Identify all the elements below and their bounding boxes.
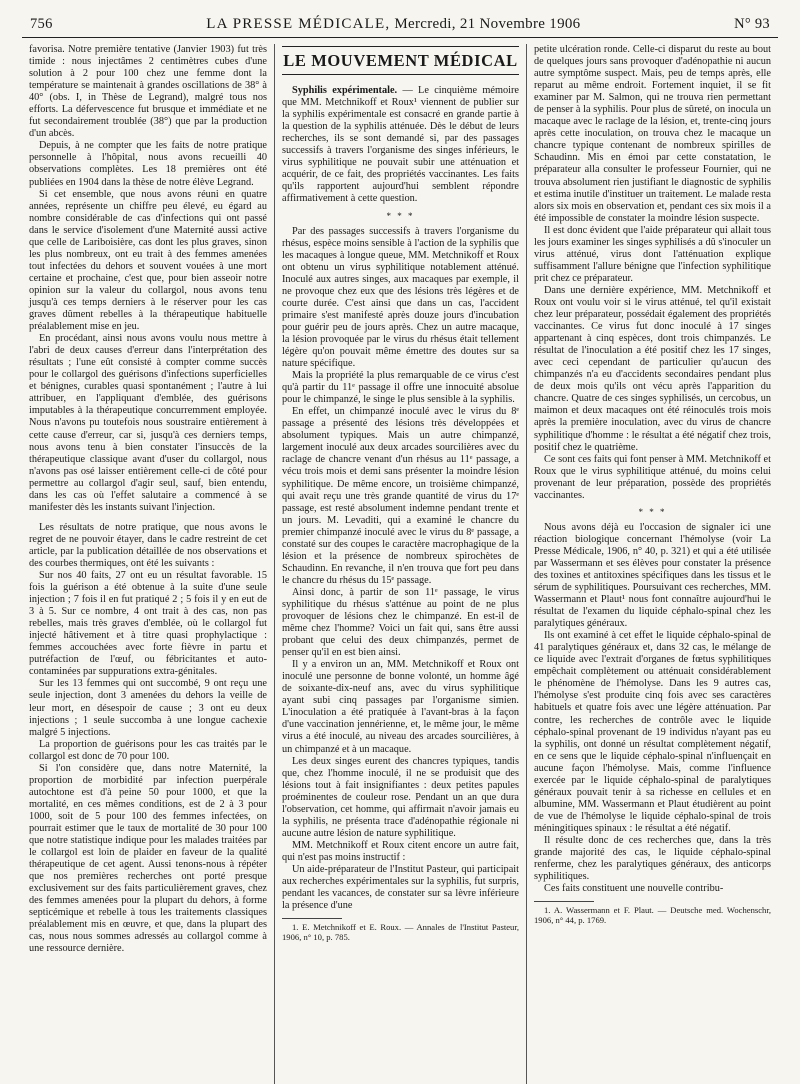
footnote-divider (534, 901, 594, 902)
paragraph: Il résulte donc de ces recherches que, dans la très grande majorité des cas, le liquide céphalo-spinal renferme, chez les paralytiques généraux, des anticorps syphilitiques. (534, 835, 771, 883)
page-header (22, 16, 778, 38)
paragraph: Si l'on considère que, dans notre Maternité, la proportion de morbidité par infection puerpérale autochtone est d'à peine 50 pour 1000, et que la mortalité, en ces mêmes conditions, est de 2 à 3 pour 1000, soit de 5 pour 100 des femmes infectées, on pourrait estimer que le taux de mortalité de 30 pour 100 que notre statistique indique pour les malades traitées par le collargol est loin de plaider en faveur de la qualité thérapeutique de cet agent. Aussi tenons-nous à répéter que nos premières recherches ont porté presque exclusivement sur des faits particulièrement graves, chez des femmes amenées pour la plupart du dehors, à forme septicémique et rebelle à tous les traitements classiques préalablement mis en œuvre, et que, dans la plupart des cas, nous nous sommes adressés au collargol comme à une ressource dernière. (29, 762, 267, 955)
paragraph: Ainsi donc, à partir de son 11ᵉ passage, le virus syphilitique du rhésus s'atténue au point de ne plus provoquer de lésions chez le chimpanzé. En est-il de même chez l'homme? Voici un fait qui, sans être aussi probant que celui des deux chimpanzés, permet de penser qu'il en est bien ainsi. (282, 586, 519, 659)
paragraph: La proportion de guérisons pour les cas traités par le collargol est donc de 70 pour 100. (29, 738, 267, 762)
paragraph: Sur les 13 femmes qui ont succombé, 9 ont reçu une seule injection, dont 3 amenées du dehors la veille de leur mort, en désespoir de cause ; 3 ont eu deux injections ; 1 seule succomba à une longue cachexie malgré 5 injections. (29, 678, 267, 738)
paragraph: Sur nos 40 faits, 27 ont eu un résultat favorable. 15 fois la guérison a été obtenue à la suite d'une seule injection ; 7 fois il en fut pratiqué 2 ; 5 fois il y en eut de 3 à 5. Sur ce nombre, 4 ont trait à des cas, non pas rebelles, mais très graves d'emblée, où le collargol fut injecté hâtivement et à titre quasi prophylactique : femmes accouchées avec forte fièvre in partu et putréfaction de l'œuf, ou fébricitantes et auto-contaminées par suppurations extra-génitales. (29, 570, 267, 678)
journal-title: LA PRESSE MÉDICALE, (206, 16, 391, 32)
column-2 (274, 44, 526, 1084)
paragraph: MM. Metchnikoff et Roux citent encore un autre fait, qui n'est pas moins instructif : (282, 839, 519, 863)
paragraph: Si cet ensemble, que nous avons réuni en quatre années, représente un chiffre peu élevé, eu égard au nombre considérable de cas d'infections qui ont passé dans le service d'isolement d'une Maternité aussi active que celle de Lariboisière, cas dont les plus graves, sinon les plus nombreux, ont eu trait à des femmes amenées tout infectées du dehors et souvent vouées à une mort certaine et prochaine, c'est que, pour bien asseoir notre opinion sur la valeur du collargol, nous avons tenu jusqu'à ces temps derniers à le réserver pour les cas graves dûment rebelles à la thérapeutique habituelle préalablement mise en jeu. (29, 188, 267, 333)
paragraph: Par des passages successifs à travers l'organisme du rhésus, espèce moins sensible à l'action de la syphilis que les macaques à longue queue, MM. Metchnikoff et Roux ont obtenu un virus syphilitique notablement atténué. Inoculé aux autres singes, aux macaques par exemple, il ne provoque chez eux que des lésions très légères et de courte durée. C'est ainsi que dans un cas, l'accident primaire s'est manifesté après douze jours d'incubation pour guérir peu de jours après. Chez un autre macaque, la lésion provoquée par le virus du rhésus était tellement légère qu'on pouvait même émettre des doutes sur sa nature spécifique. (282, 225, 519, 370)
text-columns (22, 44, 778, 1084)
paragraph: Ce sont ces faits qui font penser à MM. Metchnikoff et Roux que le virus syphilitique atténué, du moins celui provenant de leur préparation, possède des propriétés vaccinantes. (534, 453, 771, 501)
paragraph: En procédant, ainsi nous avons voulu nous mettre à l'abri de deux causes d'erreur dans l'interprétation des résultats ; l'une eût consisté à compter comme succès pour le collargol des guérisons d'infections superficielles et bénignes, curables quasi spontanément ; l'autre à lui attribuer, en l'appliquant d'emblée, des guérisons imputables à la thérapeutique concurremment employée. Nous n'avons pu toutefois nous soustraire entièrement à cette cause d'erreur, car si, jusqu'à ces derniers temps, nous avons tenu à bien constater l'insuccès de la thérapeutique classique avant d'user du collargol, nous n'avons pas osé laisser entièrement celle-ci de côté pour permettre au collargol d'agir seul, sauf, bien entendu, dans les cas où l'effet salutaire a commencé à se manifester dès les instants suivant l'injection. (29, 333, 267, 513)
paragraph-text: — Le cinquième mémoire que MM. Metchnikoff et Roux¹ viennent de publier sur la syphilis expérimentale est consacré en grande partie à la question de la syphilis atténuée. Dès le début de leurs recherches, ils se sont demandé si, par des passages successifs à travers l'organisme des singes inférieurs, le virus syphilitique ne pouvait subir une atténuation et acquérir, de ce fait, des propriétés vaccinantes. Les faits qu'ils rapportent aujourd'hui semblent répondre affirmativement à cette question. (282, 85, 519, 205)
paragraph: En effet, un chimpanzé inoculé avec le virus du 8ᵉ passage a présenté des lésions très développées et absolument typiques. Mais un autre chimpanzé, largement inoculé aux deux arcades sourcilières avec du raclage de chancre venant d'un rhésus au 11ᵉ passage, a vécu trois mois et demi sans présenter la moindre lésion syphilitique. De même encore, un troisième chimpanzé, qui avait reçu une très grande quantité de virus du 17ᵉ passage, est resté absolument indemne pendant trente et un jours. M. Levaditi, qui a examiné le chancre du premier chimpanzé inoculé avec le virus du 8ᵉ passage, a constaté sur des coupes le caractère macrophagique de la lésion et la présence de nombreux spirochètes de Schaudinn. En revanche, il n'en trouva que fort peu dans le chancre du rhésus du 15ᵉ passage. (282, 406, 519, 586)
issue-date: Mercredi, 21 Novembre 1906 (394, 16, 581, 32)
page-number: 756 (30, 16, 53, 32)
paragraph: Il est donc évident que l'aide préparateur qui allait tous les jours examiner les singes syphilisés a dû s'inoculer un virus atténué, virus dont l'atténuation explique suffisamment l'allure bénigne que l'infection syphilitique prit chez ce préparateur. (534, 224, 771, 284)
paragraph: Mais la propriété la plus remarquable de ce virus c'est qu'à partir du 11ᵉ passage il offre une innocuité absolue pour le chimpanzé, le singe le plus sensible à la syphilis. (282, 370, 519, 406)
article-heading: Syphilis expérimentale. (292, 85, 398, 97)
paragraph (282, 85, 519, 205)
journal-masthead (206, 16, 580, 33)
paragraph: Dans une dernière expérience, MM. Metchnikoff et Roux ont voulu voir si le virus atténué, tel qu'il existait chez leur préparateur, possédait également des propriétés vaccinantes. Ce virus fut donc inoculé à 17 singes appartenant à cinq espèces, dont trois chimpanzés. Le résultat de l'inoculation a été positif chez les 17 singes, avec ceci cependant de particulier qu'aucun des chimpanzés n'a eu d'accidents secondaires pendant plus de deux mois qu'ils ont vécu après l'apparition du chancre. Quatre de ces singes syphilisés, un cercobus, un maimon et deux macaques ont été réinoculés trois mois après la première inoculation, avec du virus de chancre syphilitique d'homme : le résultat a été négatif chez trois, positif chez le quatrième. (534, 284, 771, 453)
paragraph: Ces faits constituent une nouvelle contribu- (544, 883, 724, 895)
paragraph: petite ulcération ronde. Celle-ci disparut du reste au bout de quelques jours sans provoquer d'adénopathie ni aucun autre symptôme suspect. Mais, peu de temps après, elle reparut au même endroit. Fortement inquiet, il se fit examiner par M. Salmon, qui ne trouva rien permettant de penser à la syphilis. Pour plus de sûreté, on inocula un macaque avec le raclage de la lésion, et, trente-cinq jours après cette inoculation, on trouva chez le macaque un chancre typique contenant de nombreux spirilles de Schaudinn. Mis en émoi par cette constatation, le préparateur alla consulter le professeur Fournier, qui ne trouva absolument rien justifiant le diagnostic de syphilis et estima inutile d'instituer un traitement. Le malade resta alors six mois en observation et, pendant ces six mois il a été impossible de constater la moindre lésion suspecte. (534, 44, 771, 224)
paragraph: favorisa. Notre première tentative (Janvier 1903) fut très timide : nous injectâmes 2 centimètres cubes d'une solution à 2 pour 100 chez une femme dont la température se maintenait à grandes oscillations de 38° à 40° (obs. I, in Thèse de Legrand), malgré tous nos efforts. La défervescence fut brusque et immédiate et ne fut secondairement troublée (38°) que par la production d'un abcès. (29, 44, 267, 140)
paragraph: Ils ont examiné à cet effet le liquide céphalo-spinal de 41 paralytiques généraux et, dans 32 cas, le mélange de ce liquide avec l'extrait d'organes de fœtus syphilitiques empêchait complètement ou atténuait considérablement le phénomène de l'hémolyse. Dans les 9 autres cas, l'hémolyse s'est produite cinq fois avec ses caractères habituels et quatre fois avec une légère atténuation. Par contre, les recherches de contrôle avec le liquide céphalo-spinal provenant de 19 individus n'ayant pas eu la syphilis, ont donné un résultat complètement négatif, en ce sens que le liquide céphalo-spinal n'influençait en aucune façon l'hémolyse. Mais, comme l'influence exercée par le liquide céphalo-spinal de paralytiques généraux pouvait tenir à sa richesse en cellules et en albumine, MM. Wassermann et Plaut étudièrent au point de vue de l'hémolyse le liquide céphalo-spinal de trois méningitiques spinaux : le résultat a été négatif. (534, 630, 771, 834)
paragraph: Un aide-préparateur de l'Institut Pasteur, qui participait aux recherches expérimentales sur la syphilis, fut surpris, pendant les vacances, de constater sur sa lèvre inférieure la présence d'une (282, 864, 519, 912)
section-title: LE MOUVEMENT MÉDICAL (282, 46, 519, 75)
column-1 (22, 44, 274, 1084)
paragraph: Depuis, à ne compter que les faits de notre pratique personnelle à l'hôpital, nous avons recueilli 40 observations complètes. Les 18 premières ont été publiées en 1904 dans la thèse de notre élève Legrand. (29, 140, 267, 188)
footnote: 1. A. Wassermann et F. Plaut. — Deutsche med. Wochenschr, 1906, n° 44, p. 1769. (534, 905, 771, 926)
section-separator: * * * (386, 210, 415, 221)
column-3 (526, 44, 778, 1084)
paragraph: Les deux singes eurent des chancres typiques, tandis que, chez l'homme inoculé, il ne se produisit que des lésions tout à fait insignifiantes : deux petites papules proéminentes de couleur rose. Pendant un an que dura l'observation, cet homme, qui affirmait n'avoir jamais eu la syphilis, ne présenta trace d'adénopathie régionale ni aucune autre lésion de nature syphilitique. (282, 755, 519, 839)
paragraph: Il y a environ un an, MM. Metchnikoff et Roux ont inoculé une personne de bonne volonté, un homme âgé de soixante-dix-neuf ans, avec du virus syphilitique ayant subi cinq passages par l'organisme simien. L'inoculation a été pratiquée à l'avant-bras à la façon d'une vaccination jennérienne, et, le même jour, le même virus a été inoculé, au niveau des arcades sourcilières, à un chimpanzé et à un macaque. (282, 659, 519, 755)
footnote: 1. E. Metchnikoff et E. Roux. — Annales de l'Institut Pasteur, 1906, n° 10, p. 785. (282, 922, 519, 943)
issue-number: N° 93 (734, 16, 770, 32)
paragraph: Nous avons déjà eu l'occasion de signaler ici une réaction biologique concernant l'hémolyse (voir La Presse Médicale, 1906, n° 40, p. 321) et qui a été utilisée par Wassermann et ses élèves pour constater la présence des toxines et antitoxines spécifiques dans les tissus et le sérum de syphilitiques. Poursuivant ces recherches, MM. Wassermann et Plaut¹ nous font connaître aujourd'hui le résultat de l'examen du liquide céphalo-spinal chez les paralytiques généraux. (534, 521, 771, 630)
paragraph: Les résultats de notre pratique, que nous avons le regret de ne pouvoir étayer, dans le cadre restreint de cet article, par la publication détaillée de nos observations et des courbes thermiques, ont été les suivants : (29, 521, 267, 569)
footnote-divider (282, 918, 342, 919)
section-separator: * * * (638, 506, 667, 517)
